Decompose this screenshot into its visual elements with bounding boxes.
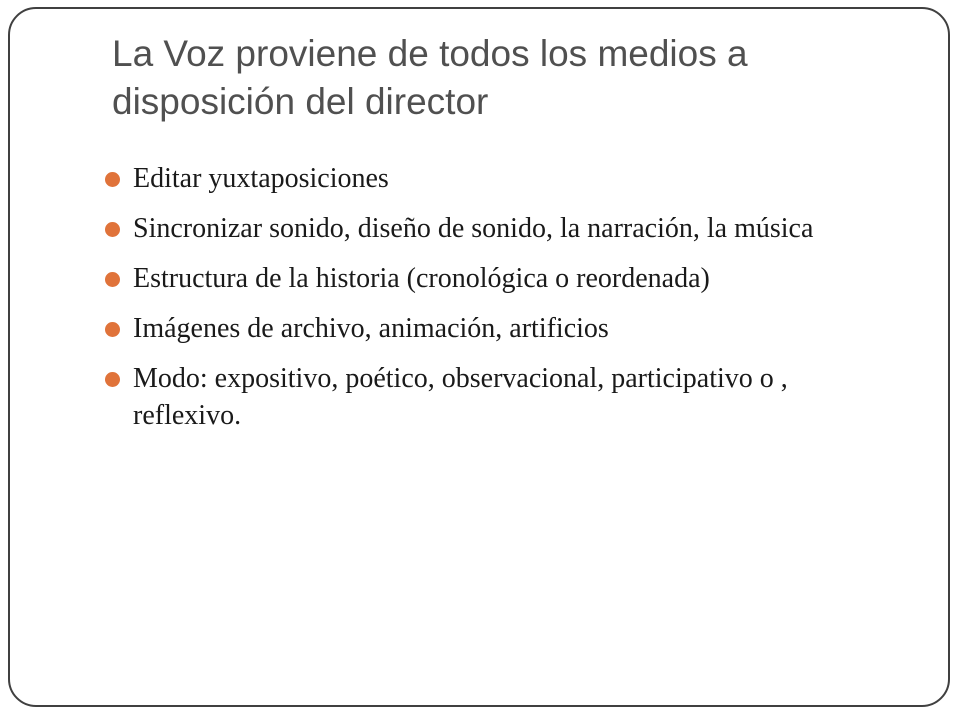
bullet-text: Sincronizar sonido, diseño de sonido, la narración, la música xyxy=(133,213,814,244)
bullet-item xyxy=(105,160,835,197)
bullet-text: Modo: expositivo, poético, observacional, participativo o , reflexivo. xyxy=(133,363,788,431)
bullet-item xyxy=(105,210,835,247)
bullet-text: Editar yuxtaposiciones xyxy=(133,163,389,194)
bullet-list xyxy=(105,160,835,447)
slide-title: La Voz proviene de todos los medios a disposición del director xyxy=(112,33,748,122)
bullet-dot-icon xyxy=(105,372,120,387)
bullet-dot-icon xyxy=(105,322,120,337)
bullet-text: Estructura de la historia (cronológica o reordenada) xyxy=(133,263,710,294)
bullet-item xyxy=(105,260,835,297)
bullet-dot-icon xyxy=(105,222,120,237)
bullet-item xyxy=(105,310,835,347)
bullet-text: Imágenes de archivo, animación, artificios xyxy=(133,313,609,344)
bullet-item xyxy=(105,360,835,434)
bullet-dot-icon xyxy=(105,272,120,287)
bullet-dot-icon xyxy=(105,172,120,187)
